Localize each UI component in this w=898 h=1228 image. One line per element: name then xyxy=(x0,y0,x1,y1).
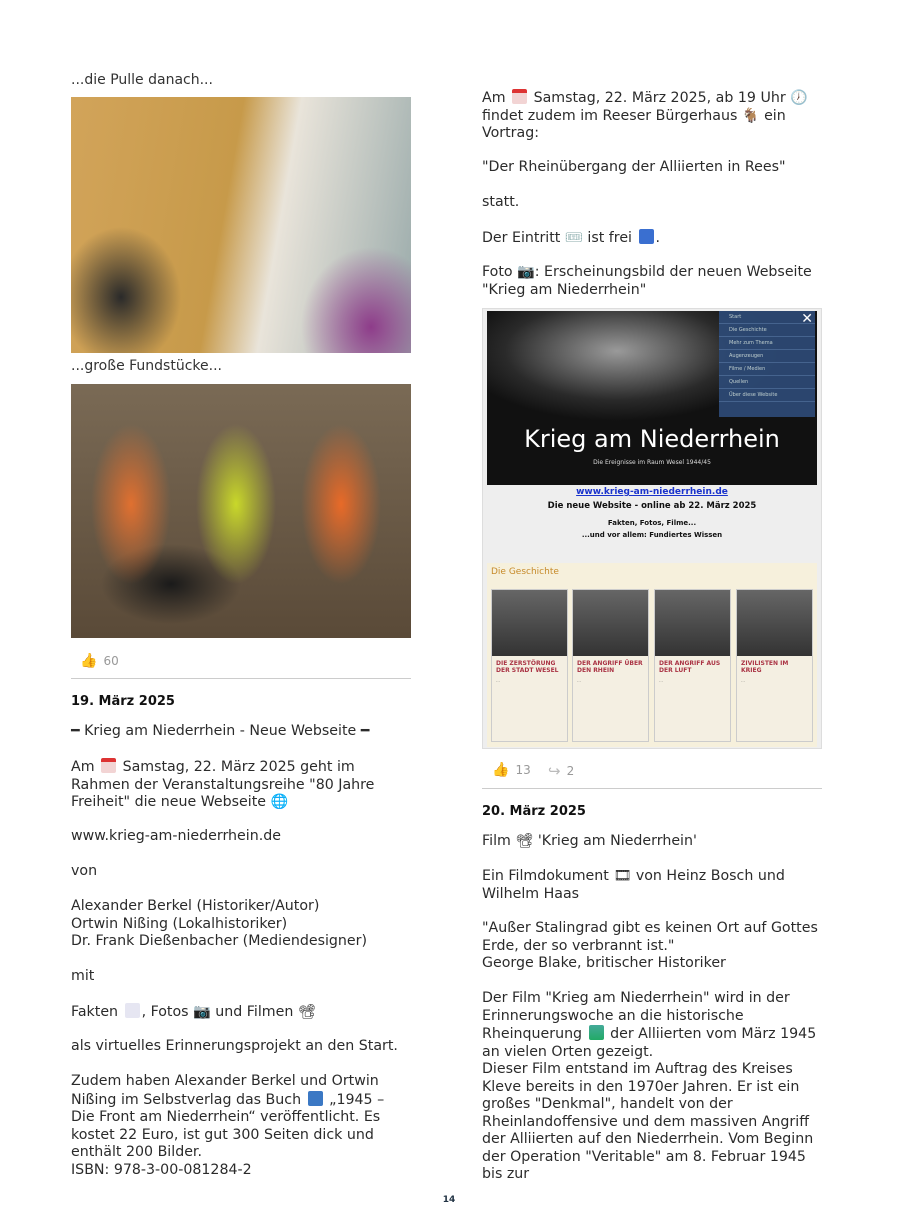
document-icon xyxy=(125,1003,140,1018)
post-date: 19. März 2025 xyxy=(71,694,175,709)
nav-item[interactable]: Filme / Medien xyxy=(719,363,815,376)
share-icon: ↪ xyxy=(548,762,561,780)
photo-note: Foto 📷: Erscheinungsbild der neuen Webseite "Krieg am Niederrhein" xyxy=(482,264,812,298)
landscape-icon xyxy=(589,1025,604,1040)
entry-text: Der Eintritt 🎟 ist frei . xyxy=(482,230,661,246)
calendar-icon xyxy=(101,758,116,773)
facts-line: Fakten , Fotos 📷 und Filmen 📽 xyxy=(71,1004,316,1020)
film-camera-icon: 📽 xyxy=(297,1004,316,1020)
book-icon xyxy=(308,1091,323,1106)
divider xyxy=(482,788,822,789)
site-title: Krieg am Niederrhein xyxy=(524,425,780,453)
camera-icon: 📷 xyxy=(193,1004,211,1020)
thumbs-up-icon: 👍 xyxy=(80,653,98,669)
quote-paragraph: "Außer Stalingrad gibt es keinen Ort auf Gottes Erde, der so verbrannt ist." George Blake, britischer Historiker xyxy=(482,920,818,971)
nav-item[interactable]: Start xyxy=(719,311,815,324)
site-line2: ...und vor allem: Fundiertes Wissen xyxy=(581,531,723,539)
text-statt: statt. xyxy=(482,194,520,210)
website-screenshot xyxy=(482,308,822,749)
clock-icon: 🕖 xyxy=(790,90,808,106)
site-line1: Fakten, Fotos, Filme... xyxy=(607,519,697,527)
start-text: als virtuelles Erinnerungsprojekt an den Start. xyxy=(71,1038,398,1054)
story-card[interactable]: DIE ZERSTÖRUNG DER STADT WESEL … xyxy=(491,589,568,742)
nav-item[interactable]: Quellen xyxy=(719,376,815,389)
site-url[interactable]: www.krieg-am-niederrhein.de xyxy=(576,487,728,497)
photo-caption-1: ...die Pulle danach... xyxy=(71,72,213,88)
website-url[interactable]: www.krieg-am-niederrhein.de xyxy=(71,828,281,844)
thumbs-up-icon: 👍 xyxy=(492,762,510,778)
photo-people-table xyxy=(71,97,411,353)
post-date: 20. März 2025 xyxy=(482,804,586,819)
site-launch: Die neue Website - online ab 22. März 2025 xyxy=(547,501,757,511)
post-heading: ━ Krieg am Niederrhein - Neue Webseite ━ xyxy=(71,723,370,739)
page-number: 14 xyxy=(442,1195,456,1205)
ticket-icon: 🎟 xyxy=(564,230,583,246)
lecture-title: "Der Rheinübergang der Alliierten in Rees" xyxy=(482,159,786,175)
nav-item[interactable]: Über diese Website xyxy=(719,389,815,402)
close-icon[interactable]: ✕ xyxy=(801,311,813,327)
film-camera-icon: 📽 xyxy=(515,833,534,849)
divider xyxy=(71,678,411,679)
nav-item[interactable]: Augenzeugen xyxy=(719,350,815,363)
site-section-title: Die Geschichte xyxy=(491,567,559,577)
story-card[interactable]: ZIVILISTEN IM KRIEG … xyxy=(736,589,813,742)
text-mit: mit xyxy=(71,968,95,984)
photo-findings xyxy=(71,384,411,638)
like-counter[interactable]: 👍 13 xyxy=(492,762,531,778)
story-card[interactable]: DER ANGRIFF ÜBER DEN RHEIN … xyxy=(572,589,649,742)
post-intro: Am Samstag, 22. März 2025 geht im Rahmen der Veranstaltungsreihe "80 Jahre Freiheit" die neue Webseite 🌐 xyxy=(71,759,375,810)
free-icon xyxy=(639,229,654,244)
film-strip-icon: 🎞 xyxy=(613,868,632,884)
authors-list: Alexander Berkel (Historiker/Autor) Ortwin Nißing (Lokalhistoriker) Dr. Frank Dießenbacher (Mediendesigner) xyxy=(71,898,367,949)
book-paragraph: Zudem haben Alexander Berkel und Ortwin Nißing im Selbstverlag das Buch „1945 – Die Front am Niederrhein“ veröffentlicht. Es kostet 22 Euro, ist gut 300 Seiten dick und enthält 200 Bilder. ISBN: 978-3-00-081284-2 xyxy=(71,1073,385,1178)
film-body: Der Film "Krieg am Niederrhein" wird in der Erinnerungswoche an die historische Rheinquerung der Alliierten vom März 1945 an vielen Orten gezeigt. Dieser Film entstand im Auftrag des Kreises Kleve bereits in den 1970er Jahren. Er ist ein großes "Denkmal", handelt von der Rheinlandoffensive und dem massiven Angriff der Alliierten auf den Niederrhein. Vom Beginn der Operation "Veritable" am 8. Februar 1945 bis zur xyxy=(482,990,817,1182)
globe-icon: 🌐 xyxy=(270,794,289,810)
camera-icon: 📷 xyxy=(517,264,535,280)
nav-item[interactable]: Mehr zum Thema xyxy=(719,337,815,350)
photo-caption-2: ...große Fundstücke... xyxy=(71,358,222,374)
text-von: von xyxy=(71,863,98,879)
nav-item[interactable]: Die Geschichte xyxy=(719,324,815,337)
film-heading: Film 📽 'Krieg am Niederrhein' xyxy=(482,833,697,849)
story-card[interactable]: DER ANGRIFF AUS DER LUFT … xyxy=(654,589,731,742)
film-credits: Ein Filmdokument 🎞 von Heinz Bosch und Wilhelm Haas xyxy=(482,868,785,902)
like-counter[interactable]: 👍 60 xyxy=(80,653,119,669)
event-paragraph: Am Samstag, 22. März 2025, ab 19 Uhr 🕖 findet zudem im Reeser Bürgerhaus 🐐 ein Vortrag: xyxy=(482,90,808,141)
goat-icon: 🐐 xyxy=(741,107,760,124)
site-subtitle: Die Ereignisse im Raum Wesel 1944/45 xyxy=(593,459,711,466)
calendar-icon xyxy=(512,89,527,104)
share-counter[interactable]: ↪ 2 xyxy=(548,762,575,780)
